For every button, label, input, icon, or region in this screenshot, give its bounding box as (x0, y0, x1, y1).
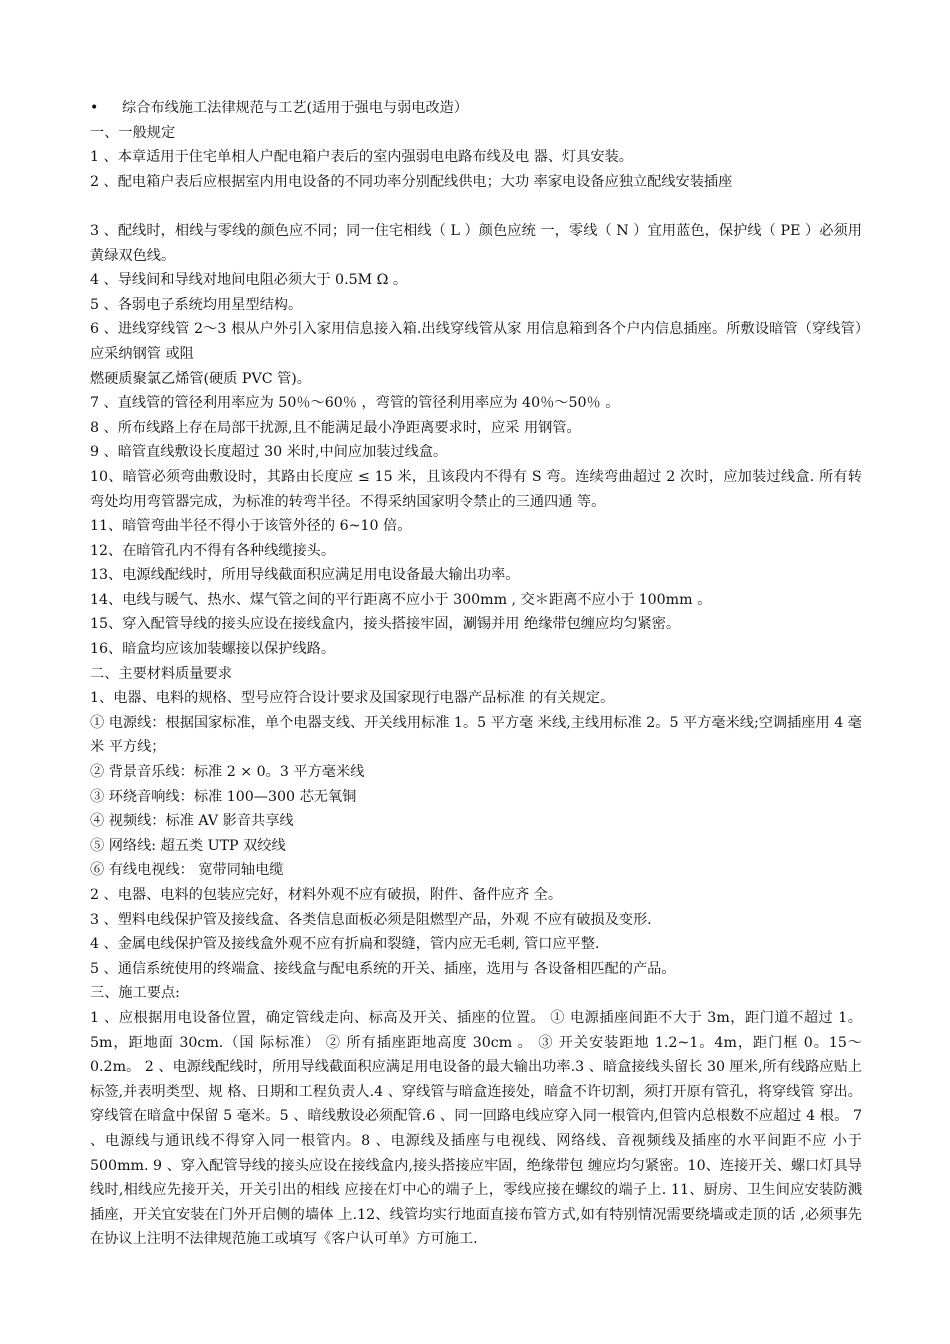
paragraph: 2 、配电箱户表后应根据室内用电设备的不同功率分别配线供电；大功 率家电设备应独立配线安装插座 (90, 173, 733, 190)
paragraph: 2 、电器、电料的包装应完好，材料外观不应有破损，附件、备件应齐 全。 (90, 887, 563, 903)
paragraph: 15、穿入配管导线的接头应设在接线盒内，接头搭接牢固，涮锡并用 绝缘带包缠应均匀紧密。 (90, 616, 681, 633)
blank-line (90, 194, 862, 219)
paragraph: 13、电源线配线时，所用导线截面积应满足用电设备最大输出功率。 (90, 567, 520, 584)
list-item: ① 电源线：根据国家标准，单个电器支线、开关线用标准 1。5 平方毫 米线,主线用标准 2。5 平方毫米线;空调插座用 4 毫米 平方线； (90, 714, 862, 756)
list-item: ⑤ 网络线: 超五类 UTP 双绞线 (90, 837, 286, 854)
paragraph: 1、电器、电料的规格、型号应符合设计要求及国家现行电器产品标准 的有关规定。 (90, 690, 615, 707)
paragraph: 11、暗管弯曲半径不得小于该管外径的 6~10 倍。 (90, 518, 412, 535)
paragraph: 3 、配线时，相线与零线的颜色应不同；同一住宅相线（ L ）颜色应统 一，零线（ N ）宜用蓝色，保护线（ PE ）必须用黄绿双色线。 (90, 222, 862, 264)
paragraph: 1 、本章适用于住宅单相人户配电箱户表后的室内强弱电电路布线及电 器、灯具安装。 (90, 149, 633, 166)
list-item: ② 背景音乐线：标准 2 × 0。3 平方毫米线 (90, 764, 365, 781)
paragraph: 8 、所布线路上存在局部干扰源,且不能满足最小净距离要求时，应采 用钢管。 (90, 419, 581, 436)
paragraph: 16、暗盒均应该加装螺接以保护线路。 (90, 641, 336, 658)
document-title (90, 96, 862, 121)
bullet-icon: • (90, 100, 99, 116)
paragraph: 5 、通信系统使用的终端盒、接线盒与配电系统的开关、插座，选用与 各设备相匹配的产品。 (90, 960, 676, 977)
paragraph: 6 、进线穿线管 2～3 根从户外引入家用信息接入箱.出线穿线管从家 用信息箱到各个户内信息插座。所敷设暗管（穿线管）应采纳钢管 或阻 (90, 321, 862, 362)
section-heading-general: 一、一般规定 (90, 124, 176, 141)
paragraph: 10、暗管必须弯曲敷设时，其路由长度应 ≤ 15 米，且该段内不得有 S 弯。连续弯曲超过 2 次时，应加装过线盒. 所有转弯处均用弯管器完成，为标准的转弯半径。不得采纳国家明令禁止的三通四通 等。 (90, 468, 862, 510)
list-item: ⑥ 有线电视线： 宽带同轴电缆 (90, 862, 284, 879)
paragraph: 9 、暗管直线敷设长度超过 30 米时,中间应加装过线盒。 (90, 444, 448, 461)
paragraph: 4 、导线间和导线对地间电阻必须大于 0.5M Ω 。 (90, 272, 408, 289)
paragraph: 1 、应根据用电设备位置，确定管线走向、标高及开关、插座的位置。 ① 电源插座间距不大于 3m，距门道不超过 1。5m，距地面 30cm.（国 际标准） ② 所有插座距地高度 30cm 。 ③ 开关安装距地 1.2~1。4m，距门框 0。15～ 0.2m。 2 、电源线配线时，所用导线截面积应满足用电设备的最大输出功率.3 、暗盒接线头留长 30 厘米,所有线路应贴上标签,并表明类型、规 格、日期和工程负责人.4 、穿线管与暗盒连接处，暗盒不许切割，须打开原有管孔，将穿线管 穿出。穿线管在暗盒中保留 5 毫米。5 、暗线敷设必须配管.6 、同一回路电线应穿入同一根管内,但管内总根数不应超过 4 根。 7 、电源线与通讯线不得穿入同一根管内。8 、电源线及插座与电视线、网络线、音视频线及插座的水平间距不应 小于 500mm. 9 、穿入配管导线的接头应设在接线盒内,接头搭接应牢固，绝缘带包 缠应均匀紧密。10、连接开关、螺口灯具导线时,相线应先接开关，开关引出的相线 应接在灯中心的端子上，零线应接在螺纹的端子上. 11、厨房、卫生间应安装防溅插座，开关宜安装在门外开启侧的墙体 上.12、线管均实行地面直接布管方式,如有特别情况需要绕墙或走顶的话 ,必须事先在协议上注明不法律规范施工或填写《客户认可单》方可施工. (90, 1009, 862, 1248)
title-text: 综合布线施工法律规范与工艺(适用于强电与弱电改造） (122, 100, 469, 116)
section-heading-construction: 三、施工要点: (90, 985, 180, 1002)
paragraph: 燃硬质聚氯乙烯管(硬质 PVC 管)。 (90, 370, 311, 387)
paragraph: 12、在暗管孔内不得有各种线缆接头。 (90, 542, 336, 559)
list-item: ③ 环绕音响线：标准 100—300 芯无氧铜 (90, 788, 357, 805)
list-item: ④ 视频线：标准 AV 影音共享线 (90, 813, 294, 830)
paragraph: 7 、直线管的管径利用率应为 50％～60％ ，弯管的管径利用率应为 40％～50％ 。 (90, 395, 620, 412)
section-heading-materials: 二、主要材料质量要求 (90, 665, 232, 682)
paragraph: 3 、塑料电线保护管及接线盒、各类信息面板必须是阻燃型产品，外观 不应有破损及变形. (90, 911, 652, 928)
document-page (90, 96, 862, 1252)
paragraph: 5 、各弱电子系统均用星型结构。 (90, 296, 303, 313)
paragraph: 14、电线与暖气、热水、煤气管之间的平行距离不应小于 300mm , 交＊距离不应小于 100mm 。 (90, 591, 712, 608)
paragraph: 4 、金属电线保护管及接线盒外观不应有折扁和裂缝，管内应无毛刺, 管口应平整. (90, 936, 600, 953)
